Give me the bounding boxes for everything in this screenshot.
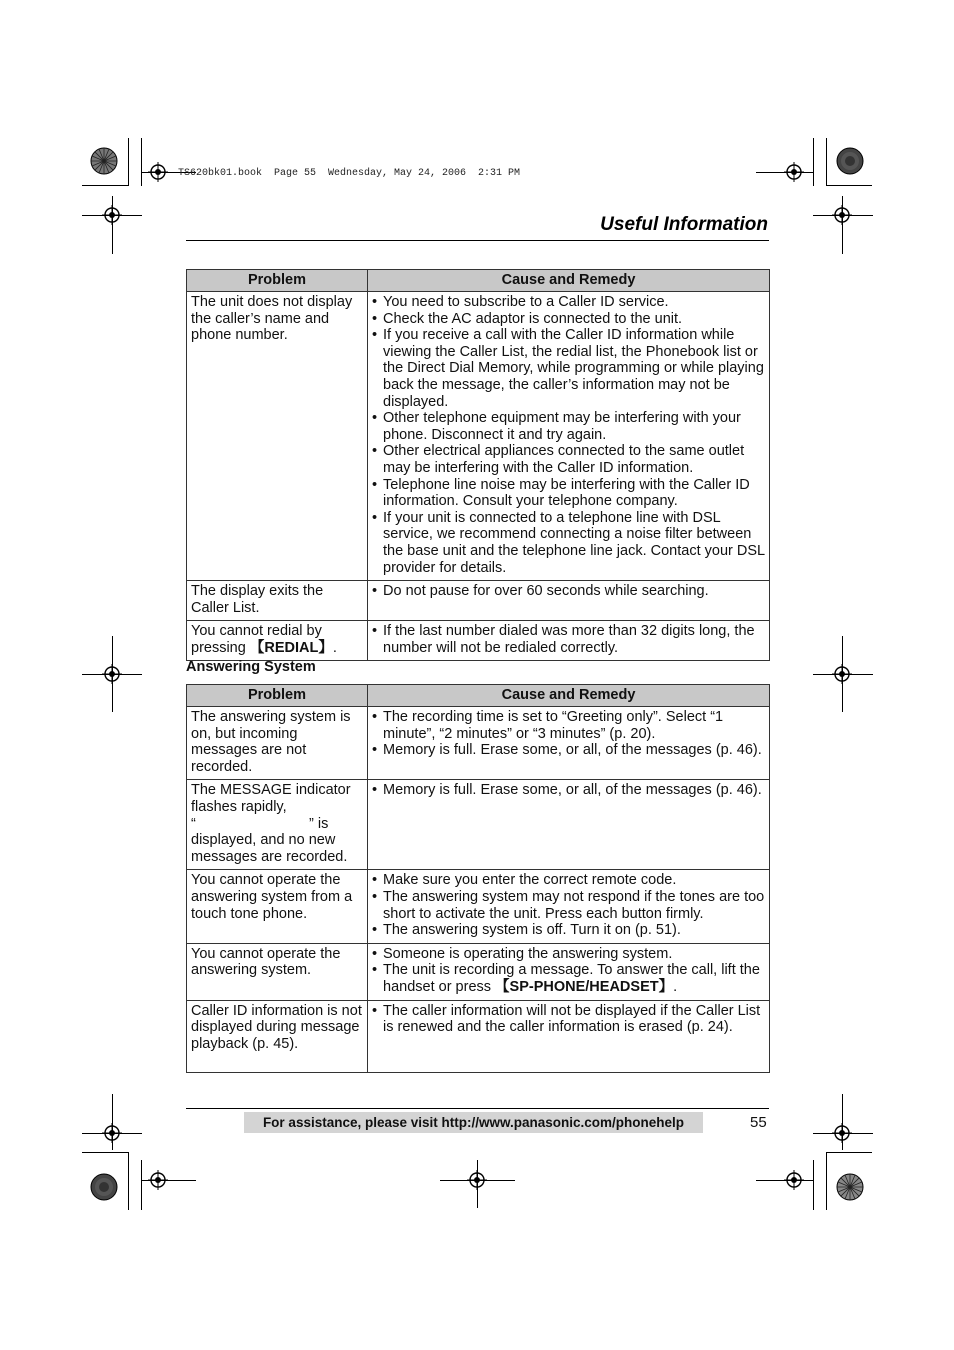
problem-cell: You cannot operate the answering system. xyxy=(187,943,368,1000)
remedy-cell xyxy=(368,1000,770,1072)
answering-system-heading: Answering System xyxy=(186,659,316,675)
remedy-cell xyxy=(368,581,770,621)
remedy-item: • Memory is full. Erase some, or all, of the messages (p. 46). xyxy=(372,782,765,799)
remedy-item: • The caller information will not be displayed if the Caller List is renewed and the caller information is erased (p. 24). xyxy=(372,1003,765,1036)
registration-crosshair-icon xyxy=(832,205,852,225)
registration-crosshair-icon xyxy=(467,1170,487,1190)
color-bar-sunburst-icon xyxy=(836,147,864,175)
remedy-cell xyxy=(368,707,770,780)
remedy-item: • The recording time is set to “Greeting only”. Select “1 minute”, “2 minutes” or “3 minutes” (p. 20). xyxy=(372,709,765,742)
remedy-item: • The answering system may not respond if the tones are too short to activate the unit. Press each button firmly. xyxy=(372,889,765,922)
remedy-item: • If your unit is connected to a telephone line with DSL service, we recommend connecting a noise filter between the base unit and the telephone line jack. Contact your DSL provider for details. xyxy=(372,510,765,576)
problem-cell xyxy=(187,621,368,661)
problem-cell xyxy=(187,780,368,870)
problem-text: displayed, and no new messages are recorded. xyxy=(191,832,348,865)
troubleshooting-table-caller-id xyxy=(186,269,770,661)
remedy-item xyxy=(372,962,765,995)
page-number: 55 xyxy=(750,1114,767,1131)
title-rule xyxy=(186,240,769,241)
table-row xyxy=(187,1000,770,1072)
problem-text-end: . xyxy=(332,639,337,656)
remedy-item: • You need to subscribe to a Caller ID service. xyxy=(372,294,765,311)
remedy-cell xyxy=(368,621,770,661)
header-cause-remedy: Cause and Remedy xyxy=(368,685,770,707)
problem-cell: The unit does not display the caller’s name and phone number. xyxy=(187,292,368,581)
remedy-cell xyxy=(368,870,770,943)
registration-crosshair-icon xyxy=(148,1170,168,1190)
problem-text-quote xyxy=(191,816,363,833)
print-info: TS620bk01.book Page 55 Wednesday, May 24, 2006 2:31 PM xyxy=(178,168,521,179)
remedy-item: • Telephone line noise may be interfering with the Caller ID information. Consult your telephone company. xyxy=(372,477,765,510)
remedy-item: • If the last number dialed was more than 32 digits long, the number will not be redialed correctly. xyxy=(372,623,765,656)
color-bar-sunburst-icon xyxy=(90,1173,118,1201)
problem-cell: Caller ID information is not displayed during message playback (p. 45). xyxy=(187,1000,368,1072)
troubleshooting-table-answering-system xyxy=(186,684,770,1073)
header-problem: Problem xyxy=(187,270,368,292)
table-row xyxy=(187,943,770,1000)
remedy-item: • Do not pause for over 60 seconds while searching. xyxy=(372,583,765,600)
remedy-text-end: . xyxy=(673,978,678,995)
registration-crosshair-icon xyxy=(148,162,168,182)
registration-crosshair-icon xyxy=(832,664,852,684)
remedy-item: • Other electrical appliances connected to the same outlet may be interfering with the Caller ID information. xyxy=(372,443,765,476)
open-quote: “ xyxy=(191,815,196,832)
table-row xyxy=(187,292,770,581)
remedy-item: • Make sure you enter the correct remote code. xyxy=(372,872,765,889)
problem-cell: The answering system is on, but incoming messages are not recorded. xyxy=(187,707,368,780)
table-header-row xyxy=(187,270,770,292)
table-row xyxy=(187,707,770,780)
sp-phone-headset-key-label: 【SP-PHONE/HEADSET】 xyxy=(495,978,674,995)
remedy-item: • The answering system is off. Turn it on (p. 51). xyxy=(372,922,765,939)
table-header-row xyxy=(187,685,770,707)
header-cause-remedy: Cause and Remedy xyxy=(368,270,770,292)
remedy-cell xyxy=(368,780,770,870)
registration-crosshair-icon xyxy=(832,1123,852,1143)
footer-rule xyxy=(186,1108,769,1109)
remedy-item: • If you receive a call with the Caller ID information while viewing the Caller List, the redial list, the Phonebook list or the Direct Dial Memory, while programming or while playing back the message, the caller’s information may not be displayed. xyxy=(372,327,765,410)
close-quote: ” is xyxy=(309,815,329,832)
remedy-item: • Check the AC adaptor is connected to the unit. xyxy=(372,311,765,328)
footer-help-link[interactable]: For assistance, please visit http://www.panasonic.com/phonehelp xyxy=(244,1112,703,1133)
problem-cell: The display exits the Caller List. xyxy=(187,581,368,621)
table-row xyxy=(187,581,770,621)
problem-text: The MESSAGE indicator flashes rapidly, xyxy=(191,782,351,815)
header-problem: Problem xyxy=(187,685,368,707)
problem-text: You cannot redial by pressing xyxy=(191,623,322,656)
registration-crosshair-icon xyxy=(784,162,804,182)
registration-crosshair-icon xyxy=(102,1123,122,1143)
registration-crosshair-icon xyxy=(784,1170,804,1190)
redial-key-label: 【REDIAL】 xyxy=(249,639,333,656)
registration-crosshair-icon xyxy=(102,205,122,225)
remedy-cell xyxy=(368,292,770,581)
section-title: Useful Information xyxy=(600,214,768,235)
color-bar-sunburst-icon xyxy=(90,147,118,175)
remedy-item: • Other telephone equipment may be interfering with your phone. Disconnect it and try again. xyxy=(372,410,765,443)
table-row xyxy=(187,621,770,661)
remedy-cell xyxy=(368,943,770,1000)
color-bar-sunburst-icon xyxy=(836,1173,864,1201)
table-row xyxy=(187,780,770,870)
table-row xyxy=(187,870,770,943)
remedy-text: The unit is recording a message. To answer the call, lift the handset or press xyxy=(383,962,760,995)
remedy-item: • Memory is full. Erase some, or all, of the messages (p. 46). xyxy=(372,742,765,759)
registration-crosshair-icon xyxy=(102,664,122,684)
problem-cell: You cannot operate the answering system from a touch tone phone. xyxy=(187,870,368,943)
remedy-item: • Someone is operating the answering system. xyxy=(372,946,765,963)
